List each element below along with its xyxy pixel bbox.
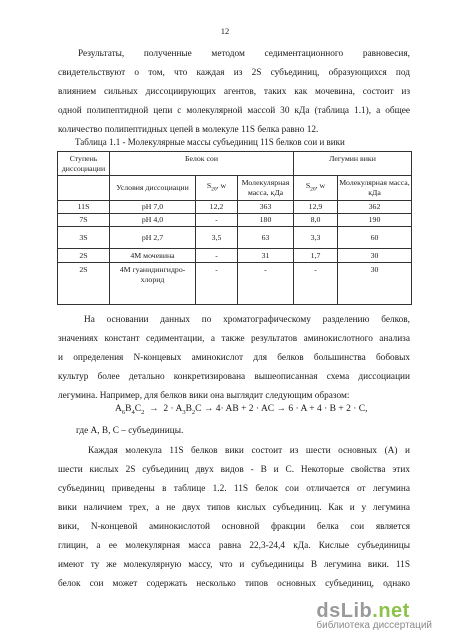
cell-condition: pH 4,0 xyxy=(110,214,196,227)
table-header-row xyxy=(58,152,412,176)
empty-cell xyxy=(58,176,110,201)
cell-s20-vetch: - xyxy=(294,263,338,305)
header-mass-soy: Молекулярная масса, кДа xyxy=(238,176,294,201)
cell-stage: 11S xyxy=(58,201,110,214)
header-soy: Белок сои xyxy=(110,152,294,176)
text-line: количество полипептидных цепей в молекуле 11S белка равно 12. xyxy=(58,125,319,135)
text-line: где А, В, С – субъединицы. xyxy=(76,426,184,436)
cell-stage: 3S xyxy=(58,227,110,249)
text-line: влиянием сильных диссоциирующих агентов, таких как мочевина, состоит из xyxy=(58,87,410,97)
table-row xyxy=(58,201,412,214)
cell-s20-soy: - xyxy=(196,214,238,227)
text-line: белок сои может содержать несколько типов основных субъединиц, однако xyxy=(58,579,410,589)
text-line: и определения N-концевых аминокислот для белков большинства бобовых xyxy=(58,353,410,363)
cell-mass-vetch: 362 xyxy=(338,201,412,214)
cell-s20-soy: - xyxy=(196,249,238,263)
molecular-mass-table xyxy=(57,151,412,305)
header-mass-vetch: Молекулярная масса, кДа xyxy=(338,176,412,201)
cell-mass-vetch: 30 xyxy=(338,249,412,263)
cell-s20-vetch: 1,7 xyxy=(294,249,338,263)
cell-condition: 4М мочевина xyxy=(110,249,196,263)
text-line: На основании данных по хроматографическому разделению белков, xyxy=(84,315,410,325)
text-line: глицин, а ее молекулярная масса равна 22,3-24,4 кДа. Кислые субъединицы xyxy=(58,541,410,551)
dissociation-formula: $A_6B_4C_2 \to 2 \cdot A_3B_2C \to 4\cdot$ AB + 2 · AC → 6 · A + 4 · B + 2 · C, xyxy=(115,404,368,416)
cell-mass-vetch: 190 xyxy=(338,214,412,227)
page-number: 12 xyxy=(220,26,230,36)
table-row xyxy=(58,227,412,249)
text-line: шести кислых 2S субъединиц двух видов - В и С. Некоторые свойства этих xyxy=(58,465,410,475)
cell-stage: 7S xyxy=(58,214,110,227)
paragraph-3 xyxy=(58,442,410,594)
text-line: свидетельствуют о том, что каждая из 2S субъединиц, образующихся под xyxy=(58,68,410,78)
table-row xyxy=(58,263,412,305)
paragraph-2 xyxy=(58,311,410,406)
watermark-logo-right: .net xyxy=(372,600,410,622)
cell-s20-soy: - xyxy=(196,263,238,305)
formula-note xyxy=(76,422,376,441)
watermark-subtitle: библиотека диссертаций xyxy=(316,620,432,631)
cell-mass-vetch: 60 xyxy=(338,227,412,249)
cell-mass-vetch: 30 xyxy=(338,263,412,305)
header-s20-soy: $S_{20}$, w xyxy=(196,176,238,201)
cell-condition: 4М гуанидингидро-хлорид xyxy=(110,263,196,305)
table-row xyxy=(58,249,412,263)
header-conditions: Условия диссоциации xyxy=(110,176,196,201)
header-s20-vetch: $S_{20}$, w xyxy=(294,176,338,201)
watermark xyxy=(316,600,432,631)
paragraph-1 xyxy=(58,45,410,140)
text-line: вики наличием трех, а не двух типов кислых субъединиц. Как и у легумина xyxy=(58,503,410,513)
cell-mass-soy: 31 xyxy=(238,249,294,263)
cell-mass-soy: 63 xyxy=(238,227,294,249)
cell-condition: pH 2,7 xyxy=(110,227,196,249)
header-stage: Ступень диссоциации xyxy=(58,152,110,176)
cell-stage: 2S xyxy=(58,249,110,263)
text-line: имеют ту же молекулярную массу, что и субъединицы В легумина вики. 11S xyxy=(58,560,410,570)
table-row xyxy=(58,214,412,227)
cell-s20-vetch: 12,9 xyxy=(294,201,338,214)
text-line: вики, N-концевой аминокислотой основной фракции белка сои является xyxy=(58,522,410,532)
text-line: субъединиц приведены в таблице 1.2. 11S белок сои отличается от легумина xyxy=(58,484,410,494)
table-caption: Таблица 1.1 - Молекулярные массы субъединиц 11S белков сои и вики xyxy=(75,137,345,147)
cell-mass-soy: 363 xyxy=(238,201,294,214)
text-line: культур более детально конкретизирована вышеописанная схема диссоциации xyxy=(58,372,410,382)
text-line: значениях констант седиментации, а также результатов аминокислотного анализа xyxy=(58,334,410,344)
text-line: Каждая молекула 11S белков вики состоит из шести основных (А) и xyxy=(88,446,410,456)
cell-mass-soy: - xyxy=(238,263,294,305)
text-line: Результаты, полученные методом седиментационного равновесия, xyxy=(78,49,410,59)
cell-s20-soy: 12,2 xyxy=(196,201,238,214)
cell-mass-soy: 180 xyxy=(238,214,294,227)
cell-stage: 2S xyxy=(58,263,110,305)
text-line: легумина. Например, для белков вики она выглядит следующим образом: xyxy=(58,391,350,401)
text-line: одной полипептидной цепи с молекулярной массой 30 кДа (таблица 1.1), а общее xyxy=(58,106,410,116)
watermark-logo-left: dsLib xyxy=(316,600,373,622)
cell-s20-vetch: 8,0 xyxy=(294,214,338,227)
cell-s20-vetch: 3,3 xyxy=(294,227,338,249)
header-vetch: Легумин вики xyxy=(294,152,412,176)
table-subheader-row xyxy=(58,176,412,201)
cell-condition: pH 7,0 xyxy=(110,201,196,214)
cell-s20-soy: 3,5 xyxy=(196,227,238,249)
